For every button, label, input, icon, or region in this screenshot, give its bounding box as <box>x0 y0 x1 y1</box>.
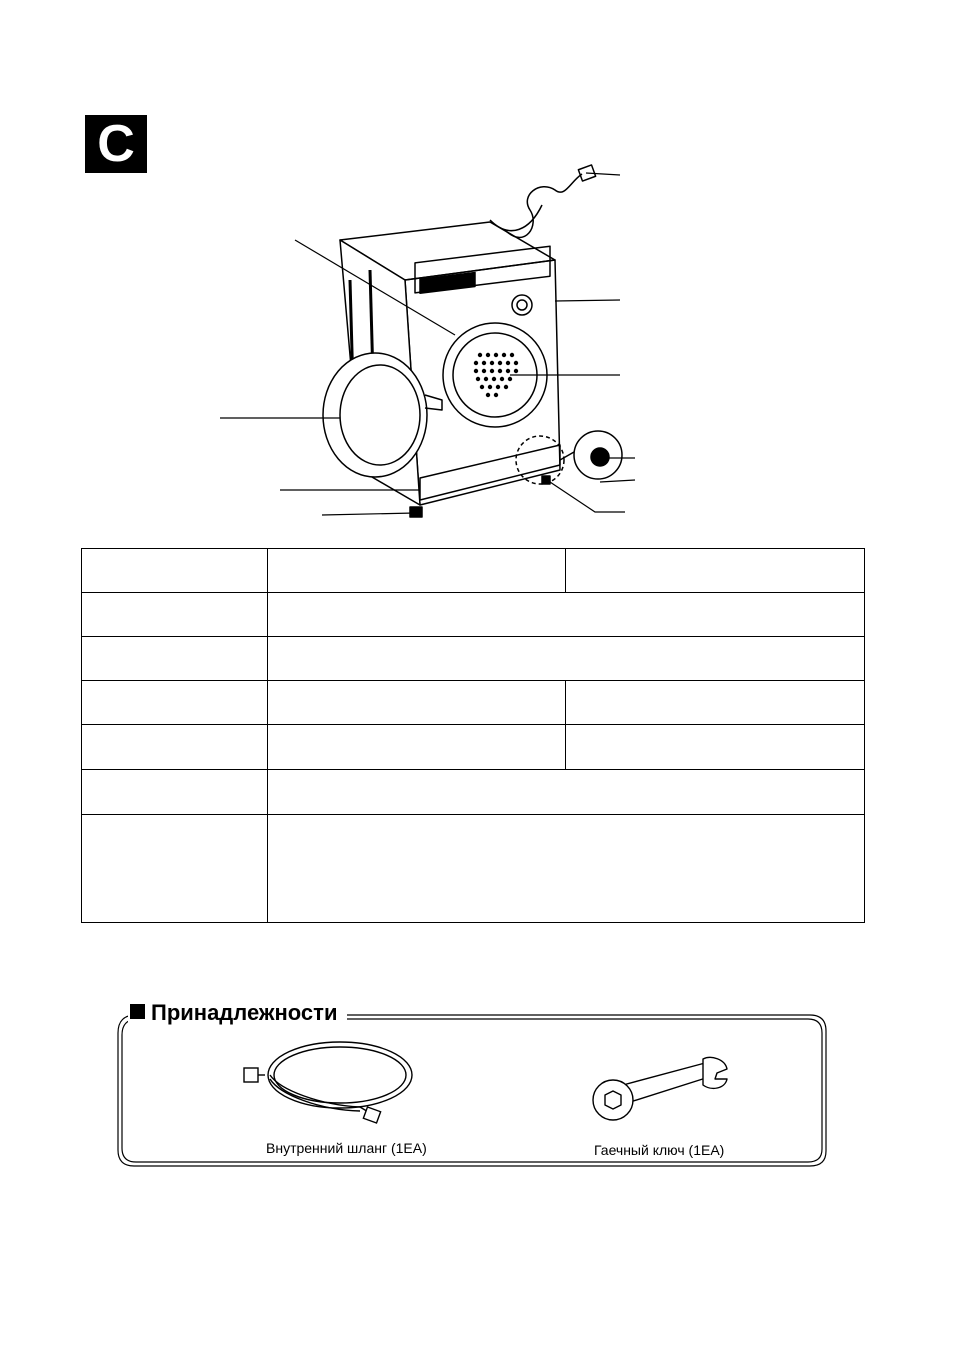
washing-machine-diagram <box>210 160 650 530</box>
accessories-title: Принадлежности <box>128 998 347 1028</box>
spec-table <box>81 548 865 923</box>
table-cell <box>82 549 268 593</box>
table-row <box>82 593 865 637</box>
inlet-hose-label: Внутренний шланг (1EA) <box>266 1140 427 1156</box>
table-cell <box>82 770 268 815</box>
table-cell <box>268 770 865 815</box>
table-row <box>82 681 865 725</box>
square-bullet-icon <box>130 1004 145 1019</box>
table-cell <box>566 549 865 593</box>
spanner-icon <box>585 1055 735 1125</box>
table-cell <box>268 725 566 770</box>
table-row <box>82 815 865 923</box>
table-cell <box>82 725 268 770</box>
section-badge <box>85 115 147 173</box>
table-cell <box>566 725 865 770</box>
table-cell <box>566 681 865 725</box>
section-letter: C <box>97 115 135 173</box>
table-cell <box>82 637 268 681</box>
table-cell <box>268 637 865 681</box>
table-row <box>82 770 865 815</box>
table-cell <box>268 593 865 637</box>
table-row <box>82 725 865 770</box>
table-cell <box>268 815 865 923</box>
table-cell <box>268 681 566 725</box>
spanner-label: Гаечный ключ (1EA) <box>594 1142 725 1158</box>
table-cell <box>82 593 268 637</box>
inlet-hose-icon <box>240 1035 420 1125</box>
table-cell <box>82 815 268 923</box>
table-cell <box>268 549 566 593</box>
table-row <box>82 549 865 593</box>
table-row <box>82 637 865 681</box>
table-cell <box>82 681 268 725</box>
